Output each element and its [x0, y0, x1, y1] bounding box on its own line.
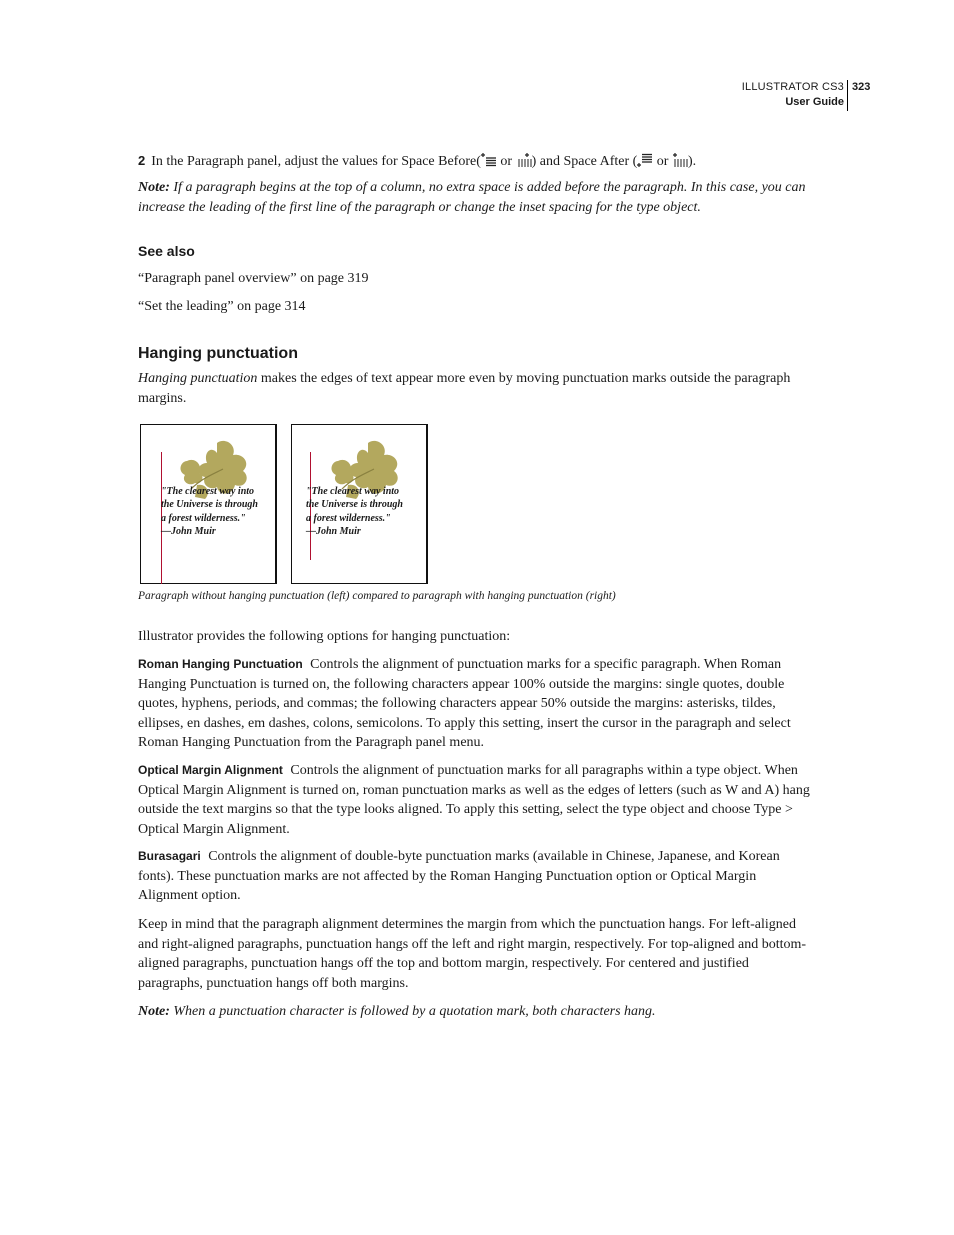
- note-text: If a paragraph begins at the top of a column, no extra space is added before the paragraph. In this case, you can increase the leading of the first line of the paragraph or change the inset spacing for the type object.: [138, 180, 806, 215]
- note-text: When a punctuation character is followed by a quotation mark, both characters hang.: [173, 1004, 656, 1019]
- see-also-link-2[interactable]: “Set the leading” on page 314: [138, 299, 306, 314]
- see-also-heading: See also: [138, 243, 195, 259]
- option-roman-hanging: [138, 655, 814, 753]
- option-optical-margin: [138, 761, 814, 839]
- options-intro: Illustrator provides the following options for hanging punctuation:: [138, 629, 511, 644]
- note-label: Note:: [138, 180, 170, 195]
- option-term: Burasagari: [138, 849, 201, 863]
- note-paragraph-top: [138, 178, 814, 217]
- space-after-asian-icon: [672, 153, 688, 174]
- figure-caption: Paragraph without hanging punctuation (left) compared to paragraph with hanging punctuation (right): [138, 590, 616, 602]
- section-heading: Hanging punctuation: [138, 345, 298, 362]
- running-header: [742, 80, 844, 110]
- option-description: Controls the alignment of punctuation marks for a specific paragraph. When Roman Hanging Punctuation is turned on, the following characters appear 100% outside the margins: single quotes, double quotes, hyphens, periods, and commas; the following characters appear 50% outside the margins: asterisks, tildes, ellipses, en dashes, em dashes, colons, semicolons. To apply this setting, insert the cursor in the paragraph and select Roman Hanging Punctuation from the Paragraph panel menu.: [138, 657, 791, 750]
- figure-left-panel: [140, 424, 277, 584]
- option-description: Controls the alignment of double-byte punctuation marks (available in Chinese, Japanese, and Korean fonts). These punctuation marks are not affected by the Roman Hanging Punctuation option or Optical Margin Alignment option.: [138, 849, 780, 903]
- guide-name: User Guide: [785, 96, 844, 108]
- note-paragraph-bottom: [138, 1002, 814, 1022]
- figure-right-panel: [291, 424, 428, 584]
- option-term: Roman Hanging Punctuation: [138, 657, 303, 671]
- space-after-icon: [637, 153, 653, 174]
- header-divider: [847, 80, 848, 111]
- quote-text-right: "The clearest way into the Universe is through a forest wilderness." —John Muir: [306, 486, 403, 537]
- option-burasagari: [138, 847, 814, 906]
- keep-in-mind-paragraph: Keep in mind that the paragraph alignment determines the margin from which the punctuation hangs. For left-aligned and right-aligned paragraphs, punctuation hangs off the left and right margin, respectively. For top-aligned and bottom-aligned paragraphs, punctuation hangs off the top and bottom margin, respectively. For centered and justified paragraphs, punctuation hangs off both margins.: [138, 917, 807, 991]
- page-number: 323: [852, 81, 871, 93]
- space-before-asian-icon: [516, 153, 532, 174]
- step-number: 2: [138, 153, 146, 168]
- option-description: Controls the alignment of punctuation marks for all paragraphs within a type object. When Optical Margin Alignment is turned on, roman punctuation marks as well as the edges of letters (such as W and A) hang outside the text margins so that the type looks aligned. To apply this setting, select the type object and choose Type > Optical Margin Alignment.: [138, 763, 810, 837]
- step-2: 2 In the Paragraph panel, adjust the values for Space Before( or ) and Space After ( or ).: [138, 151, 814, 174]
- product-name: ILLUSTRATOR CS3: [741, 81, 844, 93]
- space-before-icon: [481, 153, 497, 174]
- note-label: Note:: [138, 1004, 170, 1019]
- see-also-link-1[interactable]: “Paragraph panel overview” on page 319: [138, 271, 369, 286]
- hanging-term: Hanging punctuation: [138, 371, 258, 386]
- hanging-intro: Hanging punctuation makes the edges of text appear more even by moving punctuation marks outside the paragraph margins.: [138, 371, 791, 406]
- option-term: Optical Margin Alignment: [138, 763, 283, 777]
- quote-text-left: "The clearest way into the Universe is through a forest wilderness." —John Muir: [161, 486, 258, 537]
